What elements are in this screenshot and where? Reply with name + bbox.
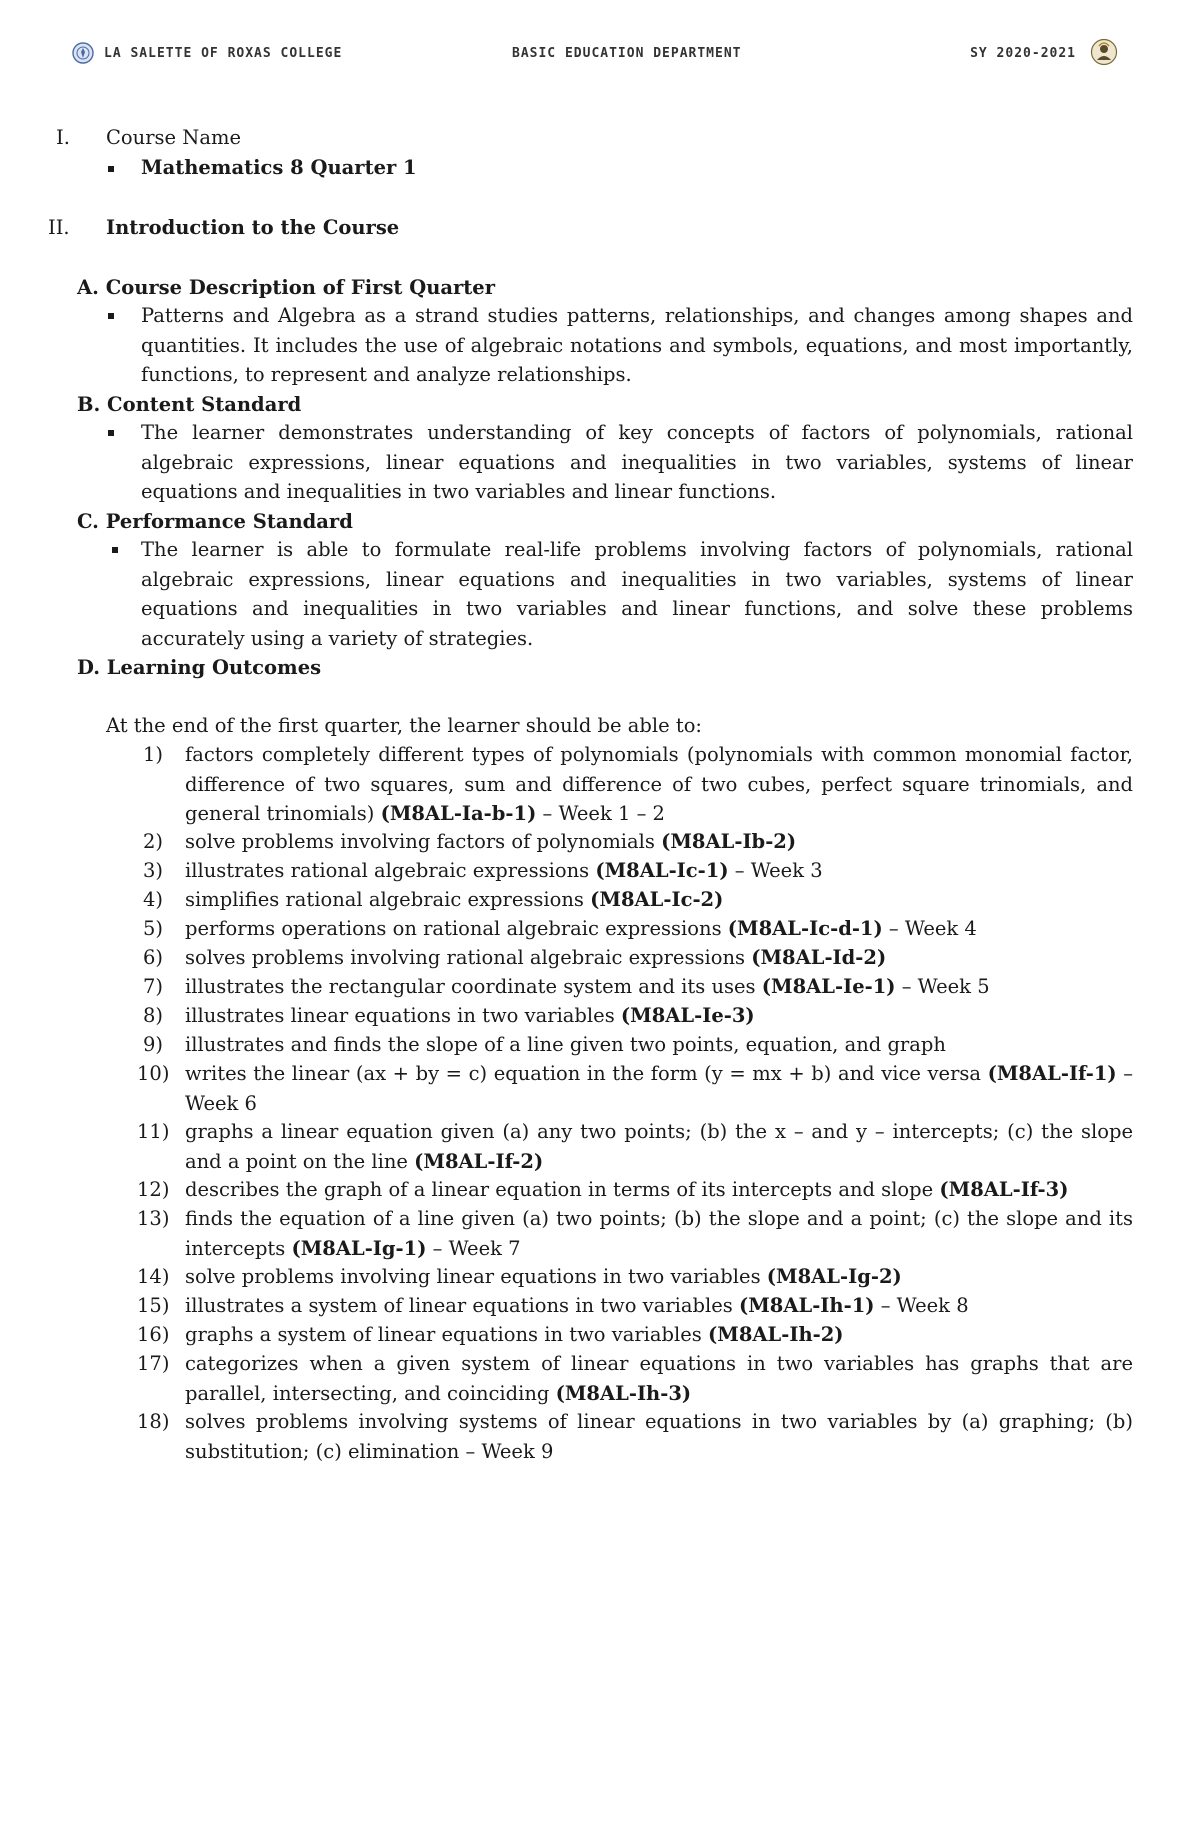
competency-code: (M8AL-If-2)	[414, 1149, 544, 1173]
list-item-number: 9)	[143, 1033, 164, 1056]
competency-code: (M8AL-Ic-d-1)	[727, 917, 883, 940]
list-item	[185, 972, 1133, 1002]
content-standard: The learner demonstrates understanding of key concepts of factors of polynomials, rational algebraic expressions, linear equations and inequalities in two variables, systems of linear equations and inequalities in two variables and linear functions.	[141, 421, 1133, 503]
competency-code: (M8AL-Ic-1)	[595, 859, 729, 882]
list-item-number: 3)	[143, 859, 164, 882]
list-item-number: 8)	[143, 1004, 164, 1027]
competency-code: (M8AL-Ia-b-1)	[380, 802, 537, 825]
header-school-year: SY 2020-2021	[970, 46, 1076, 61]
course-description: Patterns and Algebra as a strand studies patterns, relationships, and changes among shapes and quantities. It includes the use of algebraic notations and symbols, equations, and most importantly, functions, to represent and analyze relationships.	[141, 304, 1133, 386]
outcome-text: solve problems involving linear equations in two variables	[185, 1265, 761, 1288]
list-item	[185, 1117, 1133, 1176]
performance-standard: The learner is able to formulate real-life problems involving factors of polynomials, rational algebraic expressions, linear equations and inequalities in two variables, systems of linear equations and inequalities in two variables and linear functions, and solve these problems accurately using a variety of strategies.	[141, 538, 1133, 650]
outcome-text: illustrates linear equations in two variables	[185, 1004, 615, 1027]
list-item	[185, 1349, 1133, 1408]
list-item-number: 11)	[137, 1120, 170, 1143]
subsection-heading: D. Learning Outcomes	[77, 656, 322, 679]
competency-code: (M8AL-Ig-2)	[766, 1265, 902, 1288]
outcome-text: illustrates the rectangular coordinate system and its uses	[185, 975, 756, 998]
outcome-week: – Week 9	[459, 1439, 554, 1463]
list-item	[185, 1291, 1133, 1321]
outcome-text: finds the equation of a line given (a) two points; (b) the slope and a point; (c) the slope and its intercepts	[185, 1207, 1133, 1260]
competency-code: (M8AL-Ib-2)	[661, 830, 797, 853]
outcome-week: – Week 3	[728, 859, 823, 882]
competency-code: (M8AL-Ie-3)	[620, 1004, 755, 1027]
outcome-week: – Week 5	[895, 975, 990, 998]
subsection-heading: B. Content Standard	[77, 393, 302, 416]
outcomes-intro: At the end of the first quarter, the learner should be able to:	[106, 714, 702, 737]
department-seal-icon	[1090, 38, 1118, 66]
list-item	[185, 1030, 1133, 1060]
list-item	[185, 1059, 1133, 1118]
outcome-text: graphs a linear equation given (a) any two points; (b) the x – and y – intercepts; (c) the slope and a point on the line	[185, 1120, 1133, 1173]
section-title: Introduction to the Course	[106, 216, 400, 239]
header-left	[72, 42, 342, 64]
list-item	[185, 1175, 1133, 1205]
list-item	[185, 914, 1133, 944]
bullet-icon	[108, 313, 114, 319]
outcome-week: – Week 8	[874, 1294, 969, 1317]
outcome-week: – Week 6	[185, 1062, 1133, 1115]
list-item-number: 10)	[137, 1062, 170, 1085]
outcome-week: – Week 7	[426, 1236, 521, 1260]
list-item-number: 13)	[137, 1207, 170, 1230]
list-item-number: 1)	[143, 743, 164, 766]
list-item	[185, 1320, 1133, 1350]
competency-code: (M8AL-Ih-1)	[738, 1294, 875, 1317]
list-item-number: 12)	[137, 1178, 170, 1201]
outcome-text: writes the linear (ax + by = c) equation in the form (y = mx + b) and vice versa	[185, 1062, 982, 1085]
outcome-text: graphs a system of linear equations in two variables	[185, 1323, 702, 1346]
list-item	[185, 1001, 1133, 1031]
outcome-text: solves problems involving rational algebraic expressions	[185, 946, 746, 969]
outcome-text: illustrates and finds the slope of a line given two points, equation, and graph	[185, 1033, 946, 1056]
competency-code: (M8AL-Ih-2)	[708, 1323, 844, 1346]
list-item	[185, 1407, 1133, 1466]
competency-code: (M8AL-Id-2)	[751, 946, 887, 969]
page-header	[72, 38, 1128, 68]
list-item	[185, 856, 1133, 886]
list-item	[185, 943, 1133, 973]
college-seal-icon	[72, 42, 94, 64]
competency-code: (M8AL-If-1)	[987, 1062, 1117, 1085]
list-item-number: 4)	[143, 888, 164, 911]
list-item-number: 7)	[143, 975, 164, 998]
outcome-week: – Week 1 – 2	[536, 802, 665, 825]
list-item-number: 16)	[137, 1323, 170, 1346]
bullet-icon	[112, 547, 118, 553]
competency-code: (M8AL-Ie-1)	[761, 975, 896, 998]
competency-code: (M8AL-Ih-3)	[555, 1381, 692, 1405]
outcome-text: performs operations on rational algebraic expressions	[185, 917, 722, 940]
list-item-number: 6)	[143, 946, 164, 969]
bullet-icon	[108, 430, 114, 436]
header-school-name: LA SALETTE OF ROXAS COLLEGE	[104, 45, 343, 61]
bullet-icon	[108, 166, 114, 172]
list-item	[185, 885, 1133, 915]
outcome-text: categorizes when a given system of linear equations in two variables has graphs that are parallel, intersecting, and coinciding	[185, 1352, 1133, 1405]
outcome-text: illustrates a system of linear equations in two variables	[185, 1294, 733, 1317]
list-item-number: 2)	[143, 830, 164, 853]
list-item-number: 5)	[143, 917, 164, 940]
list-item	[185, 740, 1133, 829]
outcome-text: describes the graph of a linear equation in terms of its intercepts and slope	[185, 1178, 934, 1201]
list-item	[185, 827, 1133, 857]
outcome-text: solve problems involving factors of polynomials	[185, 830, 655, 853]
course-name: Mathematics 8 Quarter 1	[141, 156, 417, 179]
outcome-week: – Week 4	[882, 917, 977, 940]
list-item-number: 15)	[137, 1294, 170, 1317]
list-item	[185, 1262, 1133, 1292]
outcome-text: illustrates rational algebraic expressions	[185, 859, 590, 882]
list-item	[185, 1204, 1133, 1263]
section-title: Course Name	[106, 126, 242, 149]
outcome-text: solves problems involving systems of linear equations in two variables by (a) graphing; (b) substitution; (c) elimination	[185, 1410, 1133, 1463]
competency-code: (M8AL-If-3)	[939, 1178, 1069, 1201]
outcome-text: factors completely different types of polynomials (polynomials with common monomial factor, difference of two squares, sum and difference of two cubes, perfect square trinomials, and general trinomials)	[185, 743, 1133, 825]
subsection-heading: A. Course Description of First Quarter	[77, 276, 495, 299]
header-department: BASIC EDUCATION DEPARTMENT	[512, 46, 742, 61]
subsection-heading: C. Performance Standard	[77, 510, 353, 533]
list-item-number: 17)	[137, 1352, 170, 1375]
list-item-number: 14)	[137, 1265, 170, 1288]
section-numeral: II.	[48, 216, 70, 239]
outcome-text: simplifies rational algebraic expressions	[185, 888, 584, 911]
section-numeral: I.	[56, 126, 70, 149]
list-item-number: 18)	[137, 1410, 170, 1433]
competency-code: (M8AL-Ig-1)	[291, 1236, 427, 1260]
competency-code: (M8AL-Ic-2)	[590, 888, 724, 911]
